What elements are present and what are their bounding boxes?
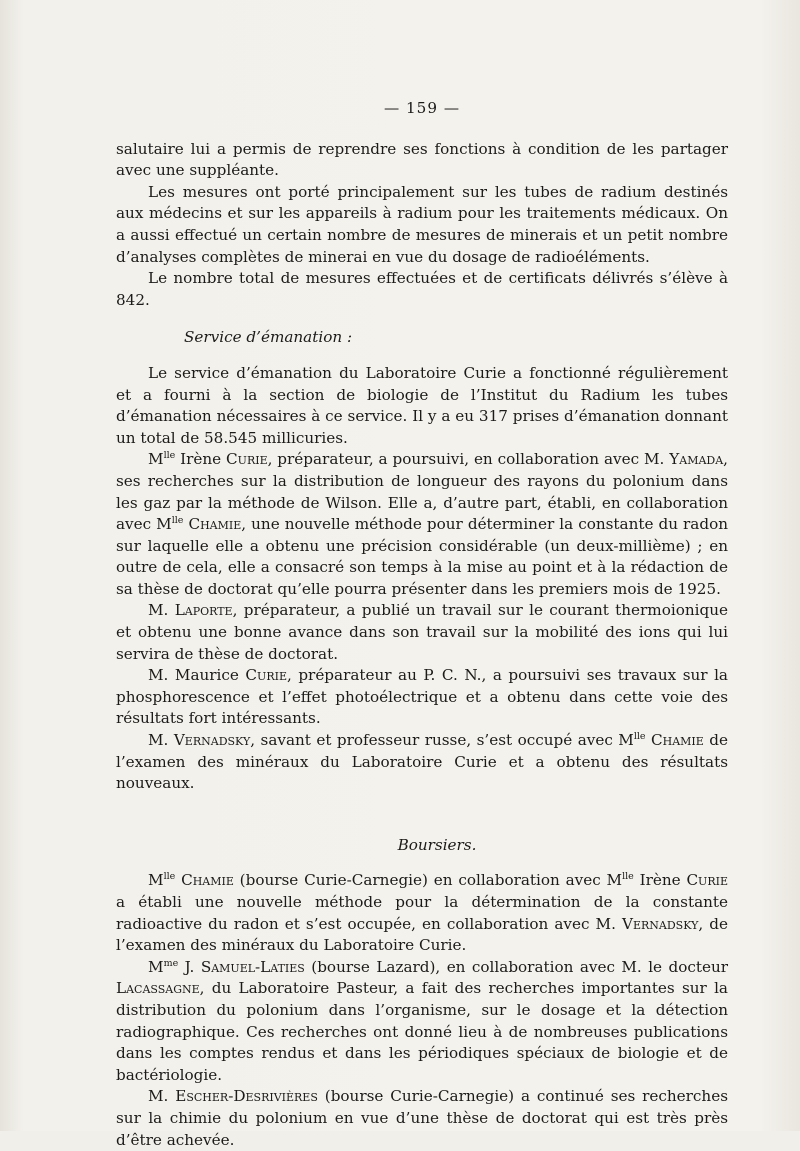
- emanation-paragraph-2: $M^{lle}$ Irène Curie, préparateur, a poursuivi, en collaboration avec M. Yamada, ses recherches sur la distribution de longueur des rayons du polonium dans les gaz par la méthode de Wilson. Elle a, d’autre part, établi, en collaboration avec $M^{lle}$ Chamie, une nouvelle méthode pour déterminer la constante du radon sur laquelle elle a obtenu une précision considérable (un deux-millième) ; en outre de cela, elle a consacré son temps à la mise au point et à la rédaction de sa thèse de doctorat qu’elle pourra présenter dans les premiers mois de 1925.: [116, 450, 728, 598]
- emanation-paragraph-5: M. Vernadsky, savant et professeur russe, s’est occupé avec $M^{lle}$ Chamie de l’examen des minéraux du Laboratoire Curie et a obtenu des résultats nouveaux.: [116, 731, 728, 793]
- section-heading-emanation: Service d’émanation :: [184, 328, 353, 347]
- boursiers-paragraph-2: $M^{me}$ J. Samuel-Laties (bourse Lazard), en collaboration avec M. le docteur Lacassagne, du Laboratoire Pasteur, a fait des recherches importantes sur la distribution du polonium dans l’organisme, sur le dosage et la détection radiographique. Ces recherches ont donné lieu à de nombreuses publications dans les comptes rendus et dans les périodiques spéciaux de biologie et de bactériologie.: [116, 957, 728, 1084]
- intro-paragraph-2: Les mesures ont porté principalement sur les tubes de radium destinés aux médecins et sur les appareils à radium pour les traitements médicaux. On a aussi effectué un certain nombre de mesures de minerais et un petit nombre d’analyses complètes de minerai en vue du dosage de radioéléments.: [116, 182, 728, 266]
- page-content: [116, 98, 728, 1151]
- boursiers-paragraph-1: $M^{lle}$ Chamie (bourse Curie-Carnegie) en collaboration avec $M^{lle}$ Irène Curie a établi une nouvelle méthode pour la détermination de la constante radioactive du radon et s’est occupée, en collaboration avec M. Vernadsky, de l’examen des minéraux du Laboratoire Curie.: [116, 871, 728, 955]
- section-heading-boursiers: Boursiers.: [397, 835, 477, 854]
- emanation-paragraph-3: M. Laporte, préparateur, a publié un travail sur le courant thermoionique et obtenu une bonne avance dans son travail sur la mobilité des ions qui lui servira de thèse de doctorat.: [116, 601, 728, 663]
- emanation-paragraph-1: Le service d’émanation du Laboratoire Curie a fonctionné régulièrement et a fourni à la section de biologie de l’Institut du Radium les tubes d’émanation nécessaires à ce service. Il y a eu 317 prises d’émanation donnant un total de 58.545 millicuries.: [116, 363, 728, 447]
- page-number: — 159 —: [383, 99, 461, 117]
- intro-paragraph-1: salutaire lui a permis de reprendre ses fonctions à condition de les partager avec une suppléante.: [116, 139, 728, 180]
- intro-paragraph-3: Le nombre total de mesures effectuées et de certificats délivrés s’élève à 842.: [116, 269, 728, 309]
- emanation-paragraph-4: M. Maurice Curie, préparateur au P. C. N., a poursuivi ses travaux sur la phosphorescence et l’effet photoélectrique et a obtenu dans cette voie des résultats fort intéressants.: [116, 666, 728, 728]
- boursiers-paragraph-3: M. Escher-Desrivières (bourse Curie-Carnegie) a continué ses recherches sur la chimie du polonium en vue d’une thèse de doctorat qui est très près d’être achevée.: [116, 1087, 728, 1149]
